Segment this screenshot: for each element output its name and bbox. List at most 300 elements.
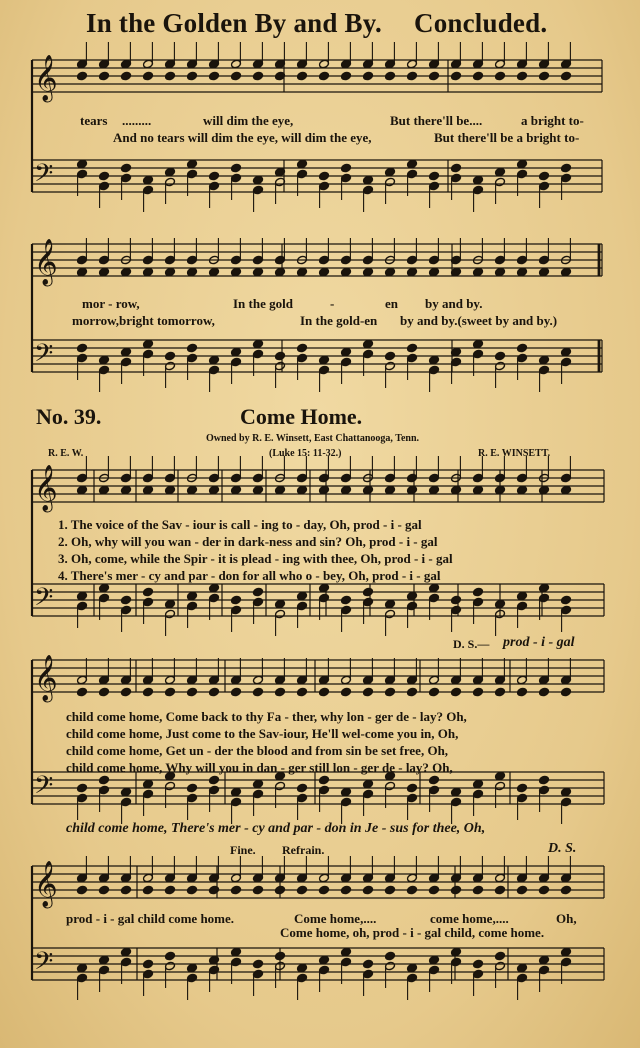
note-head — [539, 583, 550, 593]
note-head — [319, 255, 330, 265]
note-head — [253, 485, 264, 495]
note-head — [187, 963, 198, 973]
note-head — [517, 71, 528, 81]
note-head — [143, 587, 154, 597]
note-head — [77, 473, 88, 483]
note-head — [495, 485, 506, 495]
note-head — [121, 163, 132, 173]
clef-glyph: 𝄞 — [34, 55, 58, 101]
clef-glyph: 𝄞 — [34, 655, 58, 701]
note-head — [429, 171, 440, 181]
note-head — [341, 347, 352, 357]
note-head — [297, 873, 308, 883]
note-head — [473, 969, 484, 979]
note-head — [231, 71, 242, 81]
note-head — [517, 255, 528, 265]
note-head — [451, 59, 462, 69]
note-head — [473, 175, 484, 185]
lyric-line: ......... — [122, 113, 152, 128]
lyric-line: prod - i - gal child come home. — [66, 911, 235, 926]
bass-lyric: child come home, There's mer - cy and par - don in Je - sus for thee, Oh, — [66, 821, 486, 836]
note-head — [363, 885, 374, 895]
note-head — [99, 355, 110, 365]
note-head — [231, 885, 242, 895]
note-head — [209, 355, 220, 365]
note-head — [539, 785, 550, 795]
note-head — [253, 587, 264, 597]
note-head — [539, 255, 550, 265]
note-head — [363, 71, 374, 81]
note-head — [121, 59, 132, 69]
note-head — [341, 71, 352, 81]
note-head — [121, 357, 132, 367]
note-head — [363, 687, 374, 697]
verse-line: 2. Oh, why will you wan - der in dark-ness and sin? Oh, prod - i - gal — [58, 534, 438, 549]
note-head — [253, 185, 264, 195]
lyric-line: But there'll be a bright to- — [434, 130, 580, 145]
note-head — [429, 583, 440, 593]
note-head — [495, 255, 506, 265]
lyric-line: come home,.... — [430, 911, 509, 926]
note-head — [495, 71, 506, 81]
note-head — [407, 591, 418, 601]
note-head — [77, 255, 88, 265]
ds-mark: D. S. — [548, 841, 577, 856]
note-head — [99, 71, 110, 81]
note-head — [121, 797, 132, 807]
note-head — [363, 969, 374, 979]
note-head — [297, 353, 308, 363]
lyric-line: And no tears will dim the eye, will dim the eye, — [113, 130, 372, 145]
note-head — [319, 873, 330, 883]
note-head — [143, 175, 154, 185]
note-head — [319, 885, 330, 895]
note-head — [385, 361, 396, 371]
note-head — [253, 267, 264, 277]
note-head — [561, 687, 572, 697]
note-head — [495, 473, 506, 483]
note-head — [231, 347, 242, 357]
note-head — [539, 485, 550, 495]
note-head — [363, 959, 374, 969]
note-head — [319, 267, 330, 277]
lyric-line: In the gold-en — [300, 313, 378, 328]
note-head — [121, 873, 132, 883]
note-head — [165, 951, 176, 961]
note-head — [253, 473, 264, 483]
note-head — [275, 599, 286, 609]
note-head — [121, 947, 132, 957]
note-head — [99, 885, 110, 895]
note-head — [451, 687, 462, 697]
note-head — [143, 969, 154, 979]
note-head — [517, 783, 528, 793]
note-head — [451, 873, 462, 883]
note-head — [429, 775, 440, 785]
note-head — [561, 885, 572, 895]
note-head — [407, 169, 418, 179]
note-head — [385, 599, 396, 609]
note-head — [231, 947, 242, 957]
note-head — [385, 951, 396, 961]
note-head — [451, 947, 462, 957]
note-head — [517, 485, 528, 495]
note-head — [209, 955, 220, 965]
note-head — [407, 255, 418, 265]
note-head — [165, 961, 176, 971]
note-head — [341, 267, 352, 277]
note-head — [297, 71, 308, 81]
clef-glyph: 𝄞 — [34, 861, 58, 907]
note-head — [363, 185, 374, 195]
note-head — [561, 605, 572, 615]
note-head — [99, 267, 110, 277]
note-head — [517, 591, 528, 601]
note-head — [231, 605, 242, 615]
note-head — [77, 783, 88, 793]
note-head — [407, 485, 418, 495]
note-head — [429, 355, 440, 365]
note-head — [187, 675, 198, 685]
note-head — [297, 159, 308, 169]
note-head — [121, 787, 132, 797]
note-head — [253, 597, 264, 607]
note-head — [517, 687, 528, 697]
note-head — [473, 873, 484, 883]
note-head — [253, 687, 264, 697]
note-head — [297, 473, 308, 483]
note-head — [77, 267, 88, 277]
note-head — [99, 593, 110, 603]
note-head — [165, 687, 176, 697]
note-head — [253, 675, 264, 685]
note-head — [209, 965, 220, 975]
note-head — [473, 267, 484, 277]
note-head — [275, 609, 286, 619]
note-head — [473, 789, 484, 799]
note-head — [209, 181, 220, 191]
note-head — [187, 485, 198, 495]
note-head — [363, 267, 374, 277]
note-head — [99, 955, 110, 965]
note-head — [429, 473, 440, 483]
note-head — [407, 793, 418, 803]
note-head — [231, 357, 242, 367]
note-head — [473, 71, 484, 81]
note-head — [341, 885, 352, 895]
note-head — [517, 601, 528, 611]
note-head — [143, 959, 154, 969]
note-head — [319, 775, 330, 785]
note-head — [517, 267, 528, 277]
note-head — [187, 353, 198, 363]
lyric-line: by and by.(sweet by and by.) — [400, 313, 558, 328]
note-head — [143, 675, 154, 685]
note-head — [407, 873, 418, 883]
note-head — [517, 963, 528, 973]
note-head — [231, 675, 242, 685]
note-head — [363, 587, 374, 597]
note-head — [121, 71, 132, 81]
note-head — [209, 473, 220, 483]
note-head — [561, 797, 572, 807]
note-head — [429, 365, 440, 375]
note-head — [297, 973, 308, 983]
note-head — [121, 485, 132, 495]
note-head — [407, 601, 418, 611]
note-head — [319, 171, 330, 181]
note-head — [297, 687, 308, 697]
note-head — [231, 59, 242, 69]
note-head — [253, 349, 264, 359]
note-head — [363, 485, 374, 495]
note-head — [385, 71, 396, 81]
note-head — [451, 485, 462, 495]
note-head — [77, 973, 88, 983]
note-head — [143, 885, 154, 895]
note-head — [165, 885, 176, 895]
note-head — [77, 963, 88, 973]
note-head — [77, 885, 88, 895]
note-head — [165, 781, 176, 791]
note-head — [517, 793, 528, 803]
note-head — [473, 59, 484, 69]
note-head — [253, 71, 264, 81]
note-head — [121, 687, 132, 697]
note-head — [209, 785, 220, 795]
note-head — [165, 351, 176, 361]
note-head — [297, 783, 308, 793]
note-head — [473, 349, 484, 359]
note-head — [99, 365, 110, 375]
note-head — [77, 343, 88, 353]
note-head — [319, 355, 330, 365]
note-head — [385, 781, 396, 791]
note-head — [539, 675, 550, 685]
note-head — [297, 169, 308, 179]
note-head — [341, 605, 352, 615]
clef-glyph: 𝄢 — [34, 947, 54, 982]
note-head — [561, 787, 572, 797]
note-head — [231, 267, 242, 277]
verse-line: 1. The voice of the Sav - iour is call - ing to - day, Oh, prod - i - gal — [58, 517, 422, 532]
note-head — [341, 173, 352, 183]
note-head — [429, 71, 440, 81]
note-head — [473, 687, 484, 697]
note-head — [495, 267, 506, 277]
verse-line: child come home, Get un - der the blood and from sin be set free, Oh, — [66, 743, 449, 758]
note-head — [407, 473, 418, 483]
note-head — [99, 687, 110, 697]
note-head — [77, 873, 88, 883]
note-head — [297, 59, 308, 69]
note-head — [363, 255, 374, 265]
verse-line: 4. There's mer - cy and par - don for all who o - bey, Oh, prod - i - gal — [58, 568, 441, 583]
note-head — [165, 255, 176, 265]
note-head — [187, 267, 198, 277]
note-head — [209, 675, 220, 685]
verse-line: child come home, Why will you in dan - ger still lon - ger de - lay? Oh, — [66, 760, 453, 775]
note-head — [473, 597, 484, 607]
note-head — [143, 185, 154, 195]
note-head — [407, 973, 418, 983]
note-head — [99, 965, 110, 975]
fine-label: Fine. — [230, 843, 256, 857]
note-head — [429, 955, 440, 965]
note-head — [319, 181, 330, 191]
note-head — [319, 473, 330, 483]
note-head — [539, 171, 550, 181]
refrain-label: Refrain. — [282, 843, 325, 857]
note-head — [539, 775, 550, 785]
note-head — [473, 485, 484, 495]
note-head — [231, 687, 242, 697]
note-head — [77, 675, 88, 685]
note-head — [121, 675, 132, 685]
note-head — [363, 59, 374, 69]
note-head — [473, 675, 484, 685]
note-head — [451, 787, 462, 797]
note-head — [77, 59, 88, 69]
verse-line: child come home, Come back to thy Fa - ther, why lon - ger de - lay? Oh, — [66, 709, 467, 724]
note-head — [99, 675, 110, 685]
note-head — [275, 351, 286, 361]
note-head — [517, 675, 528, 685]
clef-glyph: 𝄢 — [34, 339, 54, 374]
note-head — [495, 59, 506, 69]
note-head — [187, 783, 198, 793]
note-head — [319, 583, 330, 593]
note-head — [77, 353, 88, 363]
note-head — [187, 591, 198, 601]
note-head — [187, 601, 198, 611]
note-head — [451, 173, 462, 183]
note-head — [539, 965, 550, 975]
note-head — [429, 255, 440, 265]
note-head — [451, 957, 462, 967]
note-head — [297, 675, 308, 685]
note-head — [99, 583, 110, 593]
note-head — [253, 255, 264, 265]
note-head — [231, 595, 242, 605]
note-head — [187, 71, 198, 81]
note-head — [407, 687, 418, 697]
note-head — [341, 873, 352, 883]
note-head — [385, 885, 396, 895]
note-head — [517, 59, 528, 69]
note-head — [99, 59, 110, 69]
note-head — [165, 267, 176, 277]
hymn-title: Come Home. — [240, 404, 363, 429]
note-head — [517, 169, 528, 179]
note-head — [143, 873, 154, 883]
note-head — [561, 71, 572, 81]
note-head — [407, 159, 418, 169]
note-head — [473, 885, 484, 895]
lyric-line: - — [330, 296, 335, 311]
note-head — [429, 485, 440, 495]
note-head — [209, 171, 220, 181]
note-head — [495, 781, 506, 791]
note-head — [275, 687, 286, 697]
lyric-line: will dim the eye, — [203, 113, 294, 128]
note-head — [187, 973, 198, 983]
note-head — [297, 343, 308, 353]
note-head — [517, 353, 528, 363]
note-head — [539, 885, 550, 895]
note-head — [121, 957, 132, 967]
note-head — [165, 167, 176, 177]
note-head — [561, 267, 572, 277]
note-head — [385, 873, 396, 883]
note-head — [253, 789, 264, 799]
note-head — [187, 255, 198, 265]
note-head — [77, 591, 88, 601]
note-head — [165, 361, 176, 371]
note-head — [121, 473, 132, 483]
note-head — [275, 255, 286, 265]
lyric-line: Come home,.... — [294, 911, 377, 926]
note-head — [451, 605, 462, 615]
note-head — [341, 957, 352, 967]
note-head — [539, 955, 550, 965]
note-head — [275, 267, 286, 277]
note-head — [209, 687, 220, 697]
note-head — [187, 885, 198, 895]
scripture-reference: (Luke 15: 11-32.) — [269, 448, 342, 459]
note-head — [209, 885, 220, 895]
note-head — [319, 965, 330, 975]
note-head — [99, 181, 110, 191]
note-head — [385, 485, 396, 495]
note-head — [319, 485, 330, 495]
note-head — [363, 675, 374, 685]
note-head — [407, 343, 418, 353]
lyric-line: Come home, oh, prod - i - gal child, come home. — [280, 925, 545, 940]
ds-text: prod - i - gal — [503, 635, 575, 650]
note-head — [231, 255, 242, 265]
note-head — [407, 963, 418, 973]
note-head — [231, 797, 242, 807]
clef-glyph: 𝄞 — [34, 239, 58, 285]
lyric-line: by and by. — [425, 296, 483, 311]
lyric-line: Oh, — [556, 911, 577, 926]
lyric-line: en — [385, 296, 398, 311]
note-head — [143, 339, 154, 349]
note-head — [341, 947, 352, 957]
clef-glyph: 𝄢 — [34, 159, 54, 194]
lyric-line: a bright to- — [521, 113, 584, 128]
note-head — [539, 59, 550, 69]
note-head — [253, 873, 264, 883]
note-head — [561, 163, 572, 173]
note-head — [121, 605, 132, 615]
note-head — [429, 675, 440, 685]
note-head — [385, 473, 396, 483]
note-head — [297, 963, 308, 973]
note-head — [165, 599, 176, 609]
note-head — [121, 267, 132, 277]
note-head — [385, 177, 396, 187]
note-head — [385, 609, 396, 619]
note-head — [473, 587, 484, 597]
note-head — [253, 885, 264, 895]
note-head — [297, 591, 308, 601]
note-head — [99, 873, 110, 883]
note-head — [451, 797, 462, 807]
note-head — [385, 267, 396, 277]
note-head — [297, 793, 308, 803]
